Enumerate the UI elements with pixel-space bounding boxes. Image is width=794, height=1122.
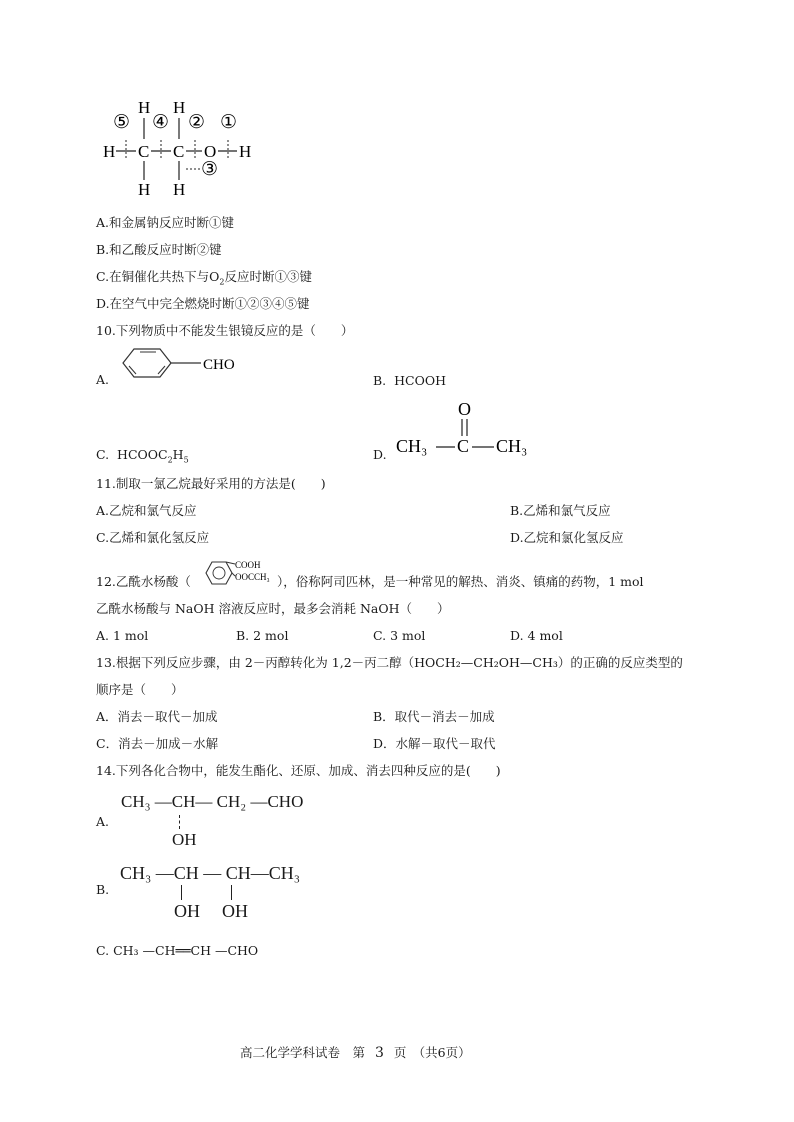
q13-line1: 13.根据下列反应步骤，由 2－丙醇转化为 1,2－丙二醇（HOCH₂—CH₂OH—CH₃）的正确的反应类型的 xyxy=(96,655,683,670)
atom-h-left: H xyxy=(103,142,116,161)
q11-option-c[interactable]: C.乙烯和氯化氢反应 xyxy=(96,530,210,545)
benzaldehyde-cho: CHO xyxy=(203,357,235,373)
q12-option-b[interactable]: B. 2 mol xyxy=(236,628,289,643)
ethanol-bond-diagram xyxy=(98,96,268,201)
q9-option-c-text: C.在铜催化共热下与 xyxy=(96,269,210,284)
q13-line2: 顺序是（ ） xyxy=(96,682,184,697)
atom-c-2: C xyxy=(173,142,185,161)
acetone-ch3-right: CH₃ xyxy=(496,436,528,456)
q13-option-d[interactable]: D．水解－取代－取代 xyxy=(373,736,496,751)
acetone-structure xyxy=(392,397,542,459)
q10-option-a-label[interactable]: A. xyxy=(96,372,110,387)
q14-option-a-label[interactable]: A. xyxy=(96,814,110,829)
q14-stem: 14.下列各化合物中，能发生酯化、还原、加成、消去四种反应的是( ) xyxy=(96,763,501,778)
q12-option-a[interactable]: A. 1 mol xyxy=(96,628,149,643)
acetone-c: C xyxy=(457,436,470,456)
q12-line2: 乙酰水杨酸与 NaOH 溶液反应时，最多会消耗 NaOH（ ） xyxy=(96,601,450,616)
q11-option-a[interactable]: A.乙烷和氯气反应 xyxy=(96,503,197,518)
bond-label-1: ① xyxy=(220,112,238,133)
atom-h-right: H xyxy=(239,142,252,161)
q14-option-b-oh-2: OH xyxy=(222,901,248,921)
q10-option-c[interactable] xyxy=(96,447,189,469)
aspirin-cooh: COOH xyxy=(235,560,261,570)
bond-label-5: ⑤ xyxy=(113,112,131,133)
q11-option-d[interactable]: D.乙烷和氯化氢反应 xyxy=(510,530,624,545)
q10-option-c-label: C. xyxy=(96,447,110,462)
q11-stem: 11.制取一氯乙烷最好采用的方法是( ) xyxy=(96,476,326,491)
q9-option-b[interactable]: B.和乙酸反应时断②键 xyxy=(96,242,222,257)
q13-option-a[interactable]: A．消去－取代－加成 xyxy=(96,709,218,724)
bond-label-3: ③ xyxy=(201,159,219,180)
atom-c-1: C xyxy=(138,142,150,161)
atom-h-bottom-2: H xyxy=(173,180,186,199)
q9-option-c-tail: 反应时断①③键 xyxy=(224,269,312,284)
q9-option-a[interactable]: A.和金属钠反应时断①键 xyxy=(96,215,235,230)
page-footer xyxy=(240,1045,471,1061)
aspirin-structure xyxy=(203,557,278,589)
footer-left: 高二化学学科试卷 第 xyxy=(240,1045,366,1060)
bond-label-2: ② xyxy=(188,112,206,133)
q14-option-c[interactable]: C. CH₃ —CH══CH —CHO xyxy=(96,943,259,958)
atom-h-top-1: H xyxy=(138,98,151,117)
aspirin-oocch3: OOCCH₃ xyxy=(235,572,270,582)
q14-option-b-bond-1 xyxy=(181,885,182,900)
q10-option-b[interactable] xyxy=(373,373,446,389)
q12-option-d[interactable]: D. 4 mol xyxy=(510,628,563,643)
acetone-ch3-left: CH₃ xyxy=(396,436,428,456)
q10-option-d-label[interactable]: D. xyxy=(373,447,387,462)
q14-option-a-bond xyxy=(179,815,180,829)
q12-option-c[interactable]: C. 3 mol xyxy=(373,628,426,643)
q11-option-b[interactable]: B.乙烯和氯气反应 xyxy=(510,503,611,518)
q14-option-a-oh: OH xyxy=(172,830,197,849)
q14-option-b-label[interactable]: B. xyxy=(96,882,110,897)
atom-o: O xyxy=(204,142,217,161)
q13-option-c[interactable]: C．消去－加成－水解 xyxy=(96,736,219,751)
q14-option-b-bond-2 xyxy=(231,885,232,900)
q12-line1-pre: 12.乙酰水杨酸（ xyxy=(96,574,191,589)
q10-stem: 10.下列物质中不能发生银镜反应的是（ ） xyxy=(96,323,354,338)
atom-h-bottom-1: H xyxy=(138,180,151,199)
q14-option-b-formula: CH₃ —CH — CH—CH₃ xyxy=(120,863,301,883)
q10-option-b-text: HCOOH xyxy=(394,373,446,388)
q14-option-b-oh-1: OH xyxy=(174,901,200,921)
q10-option-b-label: B. xyxy=(373,373,387,388)
footer-page-number: 3 xyxy=(375,1045,384,1061)
q14-option-a-formula: CH₃ —CH— CH₂ —CHO xyxy=(121,792,304,811)
acetone-o: O xyxy=(458,399,471,419)
bond-label-4: ④ xyxy=(152,112,170,133)
q9-option-d[interactable]: D.在空气中完全燃烧时断①②③④⑤键 xyxy=(96,296,310,311)
q10-option-c-formula: $HCOOC_2H_5$ xyxy=(117,447,189,465)
q9-option-c[interactable] xyxy=(96,269,312,291)
atom-h-top-2: H xyxy=(173,98,186,117)
q13-option-b[interactable]: B．取代－消去－加成 xyxy=(373,709,495,724)
q12-line1-post: ），俗称阿司匹林，是一种常见的解热、消炎、镇痛的药物，1 mol xyxy=(277,574,644,589)
benzaldehyde-structure xyxy=(115,343,245,383)
q9-option-c-o2: $O_2$ xyxy=(209,269,225,287)
footer-right: 页 （共6页） xyxy=(393,1045,471,1060)
